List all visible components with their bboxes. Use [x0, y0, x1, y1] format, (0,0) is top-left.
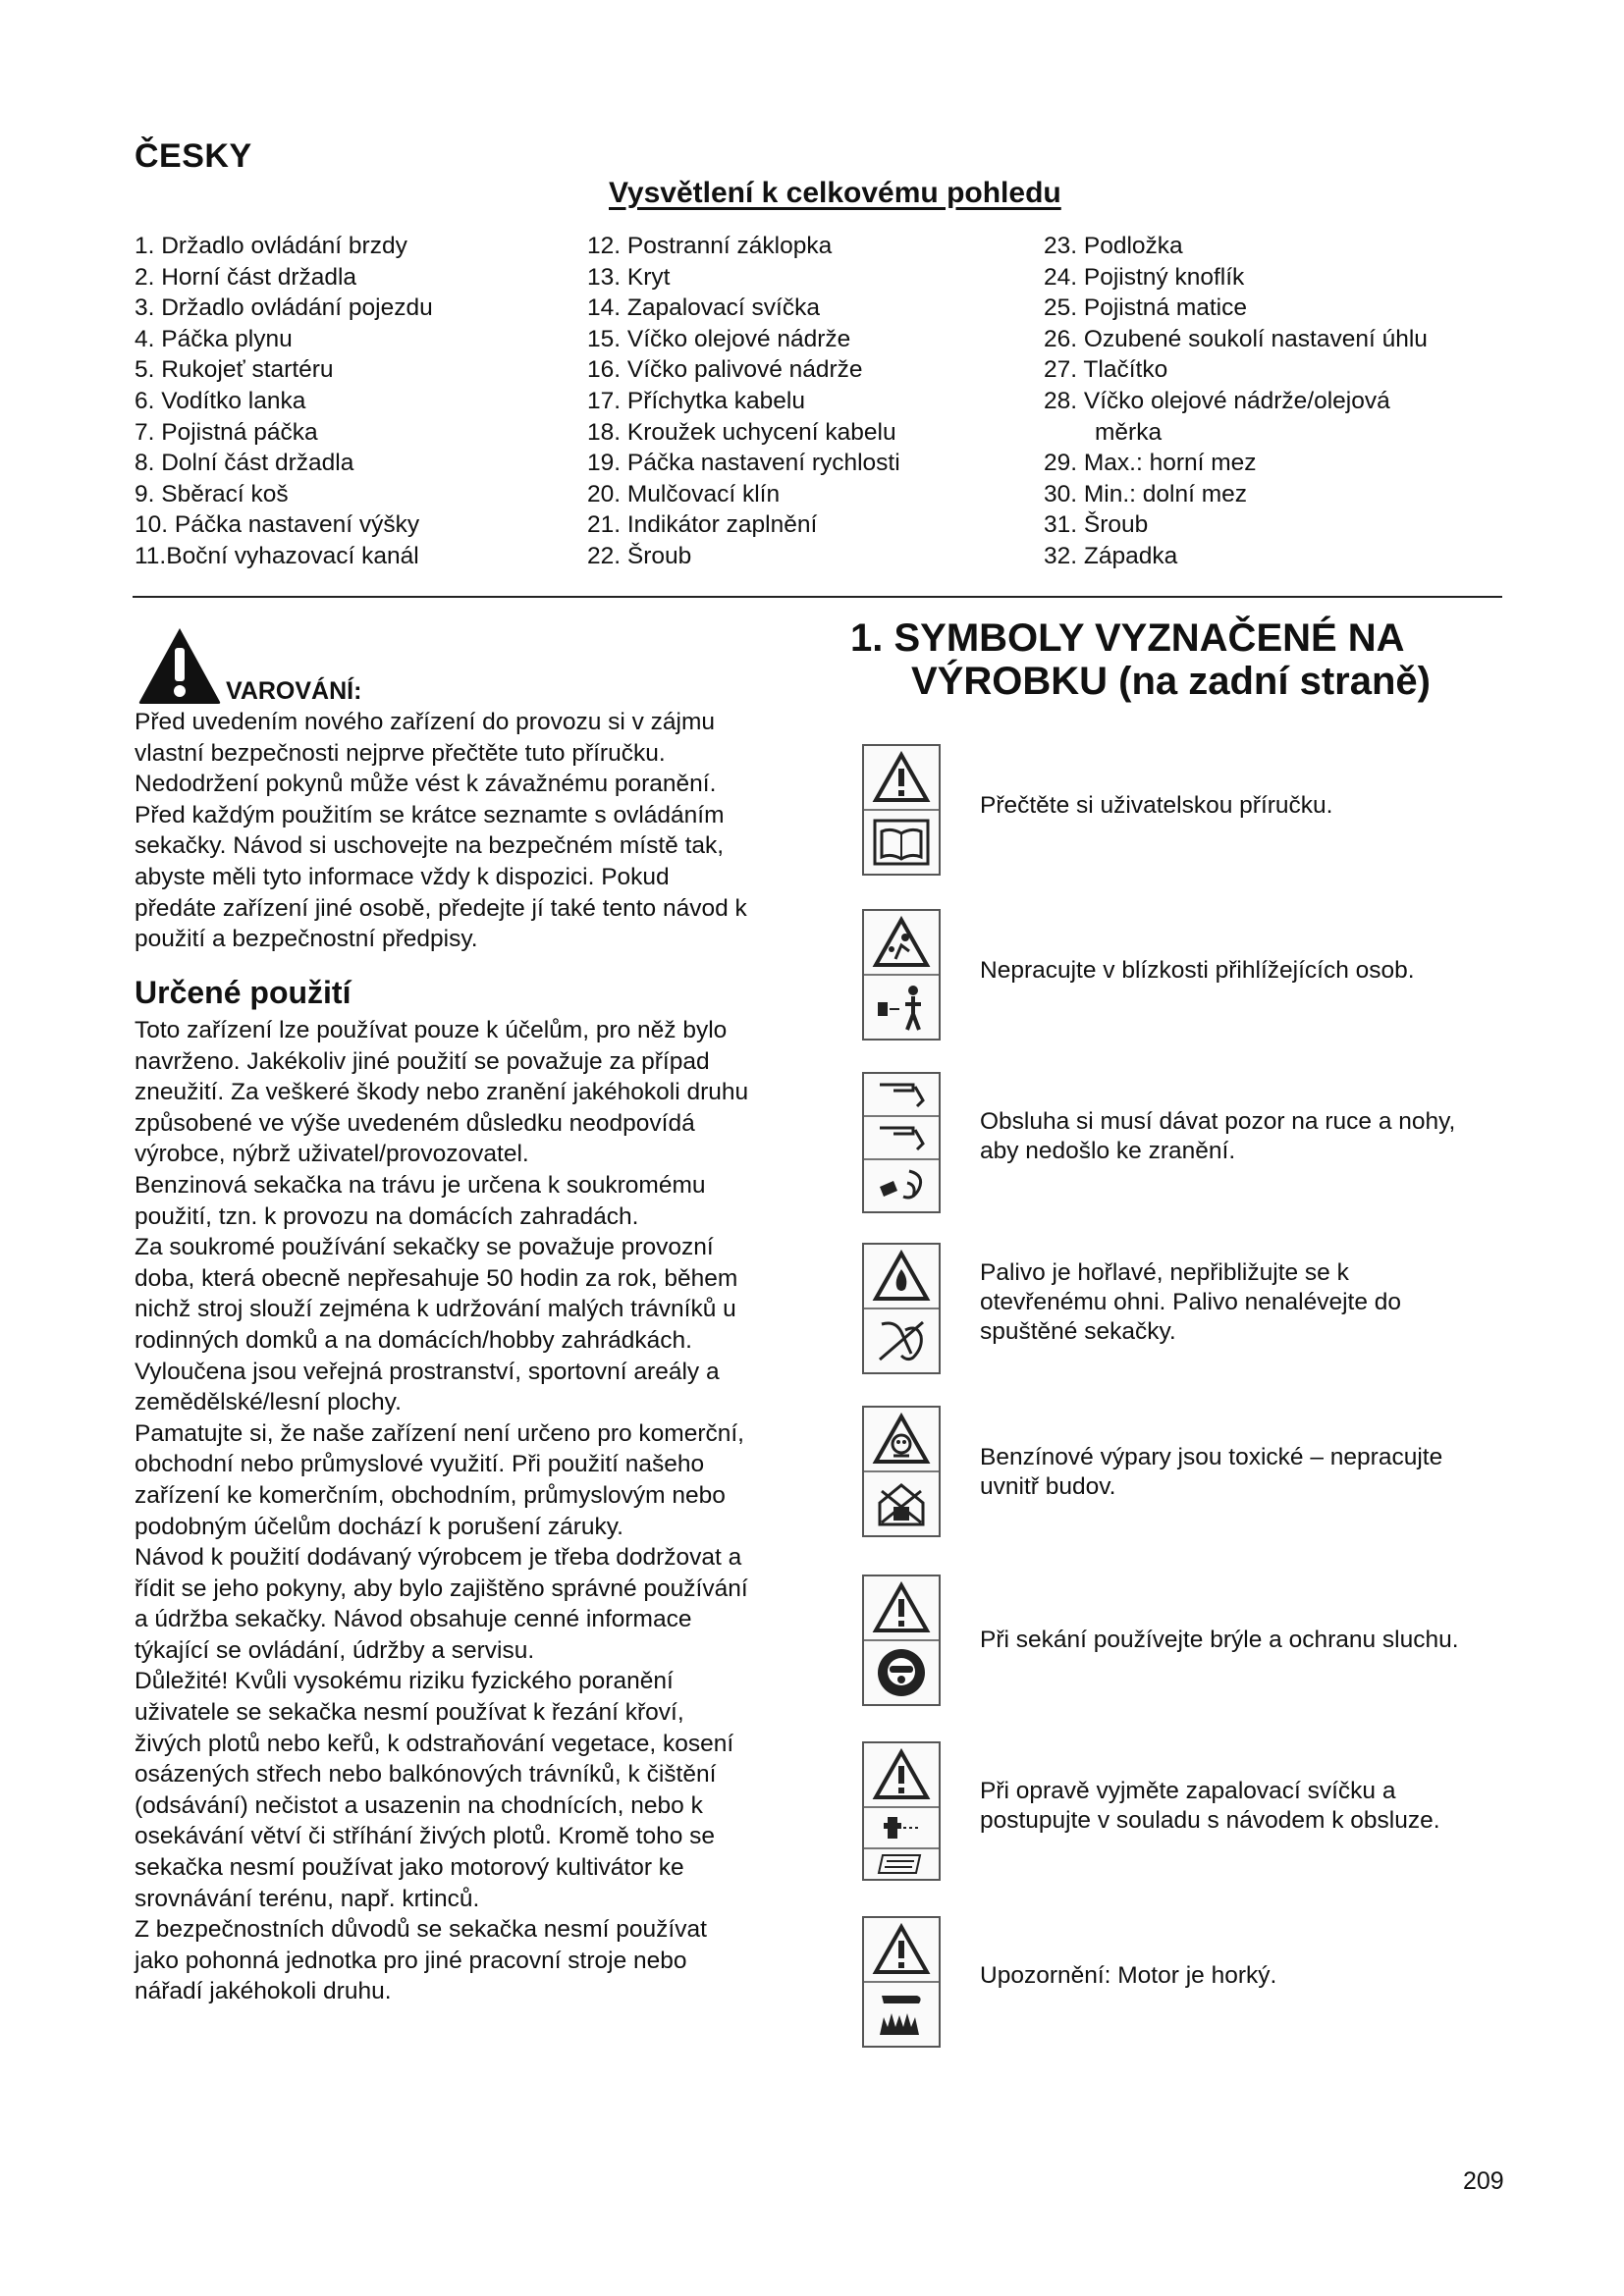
- legend-item: 29. Max.: horní mez: [1044, 450, 1257, 477]
- legend-item: 14. Zapalovací svíčka: [587, 294, 820, 322]
- text-line: výrobce, nýbrž uživatel/provozovatel.: [135, 1141, 529, 1168]
- legend-item: 5. Rukojeť startéru: [135, 356, 334, 384]
- text-line: postupujte v souladu s návodem k obsluze.: [980, 1807, 1440, 1834]
- legend-item: 21. Indikátor zaplnění: [587, 511, 818, 539]
- text-line: obchodní nebo průmyslové využití. Při použití našeho: [135, 1451, 705, 1478]
- legend-column-1: [135, 231, 433, 572]
- intended-use-text: [135, 1015, 797, 2007]
- legend-item: 12. Postranní záklopka: [587, 233, 833, 259]
- symbols-title-line: VÝROBKU (na zadní straně): [911, 660, 1431, 703]
- text-line: způsobené ve výše uvedeném důsledku neodpovídá: [135, 1109, 695, 1137]
- text-line: jako pohonná jednotka pro jiné pracovní stroje nebo: [135, 1947, 687, 1974]
- text-line: spuštěné sekačky.: [980, 1318, 1176, 1345]
- text-line: navrženo. Jakékoliv jiné použití se považuje za případ: [135, 1047, 710, 1075]
- legend-item: 24. Pojistný knoflík: [1044, 263, 1245, 291]
- text-line: Důležité! Kvůli vysokému riziku fyzického poranění: [135, 1668, 674, 1695]
- text-line: Upozornění: Motor je horký.: [980, 1962, 1277, 1989]
- legend-item: 26. Ozubené soukolí nastavení úhlu: [1044, 325, 1428, 352]
- symbols-title: [850, 616, 1431, 703]
- page-number: 209: [1463, 2167, 1504, 2195]
- legend-item: 17. Příchytka kabelu: [587, 387, 805, 414]
- legend-item: 9. Sběrací koš: [135, 480, 289, 507]
- text-line: vlastní bezpečnosti nejprve přečtěte tuto příručku.: [135, 739, 666, 767]
- text-line: Nedodržení pokynů může vést k závažnému poranění.: [135, 771, 717, 798]
- text-line: použití, tzn. k provozu na domácích zahradách.: [135, 1202, 639, 1230]
- text-line: uvnitř budov.: [980, 1473, 1116, 1500]
- symbol-description: [980, 1258, 1500, 1347]
- text-line: srovnávání terénu, např. krtinců.: [135, 1885, 480, 1912]
- text-line: Za soukromé používání sekačky se považuje provozní: [135, 1234, 714, 1261]
- legend-item: 18. Kroužek uchycení kabelu: [587, 418, 896, 446]
- text-line: osekávání větví či stříhání živých plotů. Kromě toho se: [135, 1823, 716, 1850]
- legend-item: 10. Páčka nastavení výšky: [135, 511, 420, 539]
- text-line: Palivo je hořlavé, nepřibližujte se k: [980, 1259, 1349, 1286]
- text-line: aby nedošlo ke zranění.: [980, 1138, 1236, 1164]
- text-line: Návod k použití dodávaný výrobcem je třeba dodržovat a: [135, 1544, 742, 1572]
- legend-item: 2. Horní část držadla: [135, 263, 357, 291]
- text-line: předáte zařízení jiné osobě, předejte jí také tento návod k: [135, 894, 747, 922]
- legend-item: 3. Držadlo ovládání pojezdu: [135, 294, 433, 322]
- legend-item: 20. Mulčovací klín: [587, 480, 781, 507]
- text-line: rodinných domků a na domácích/hobby zahrádkách.: [135, 1326, 692, 1354]
- text-line: Před každým použitím se krátce seznamte s ovládáním: [135, 801, 725, 828]
- text-line: osázených střech nebo balkónových trávníků, k čištění: [135, 1761, 717, 1789]
- text-line: abyste měli tyto informace vždy k dispozici. Pokud: [135, 863, 670, 890]
- hands-feet-icon: [862, 1072, 941, 1213]
- text-line: nichž stroj slouží zejména k udržování malých trávníků u: [135, 1296, 736, 1323]
- legend-column-2: [587, 231, 900, 572]
- text-line: Před uvedením nového zařízení do provozu si v zájmu: [135, 709, 716, 735]
- symbol-description: [980, 956, 1500, 986]
- warning-label: VAROVÁNÍ:: [226, 677, 362, 705]
- text-line: nářadí jakéhokoli druhu.: [135, 1978, 392, 2005]
- legend-item: 8. Dolní část držadla: [135, 450, 354, 477]
- legend-item: měrka: [1095, 418, 1163, 446]
- text-line: Přečtěte si uživatelskou příručku.: [980, 792, 1333, 819]
- text-line: Z bezpečnostních důvodů se sekačka nesmí používat: [135, 1916, 707, 1944]
- legend-item: 15. Víčko olejové nádrže: [587, 325, 851, 352]
- hot-engine-icon: [862, 1916, 941, 2048]
- text-line: zemědělské/lesní plochy.: [135, 1389, 402, 1416]
- read-manual-icon: [862, 744, 941, 876]
- text-line: sekačka nesmí používat jako motorový kultivátor ke: [135, 1854, 684, 1882]
- symbol-description: [980, 791, 1500, 821]
- text-line: Benzinová sekačka na trávu je určena k soukromému: [135, 1171, 706, 1199]
- text-line: doba, která obecně nepřesahuje 50 hodin za rok, během: [135, 1264, 738, 1292]
- legend-item: 19. Páčka nastavení rychlosti: [587, 450, 900, 477]
- text-line: řídit se jeho pokyny, aby bylo zajištěno správné používání: [135, 1575, 748, 1602]
- legend-title: Vysvětlení k celkovému pohledu: [609, 177, 1061, 209]
- text-line: podobným účelům dochází k porušení záruky.: [135, 1513, 623, 1540]
- text-line: Při sekání používejte brýle a ochranu sluchu.: [980, 1627, 1459, 1653]
- text-line: Vyloučena jsou veřejná prostranství, sportovní areály a: [135, 1358, 720, 1385]
- legend-item: 4. Páčka plynu: [135, 325, 293, 352]
- language-heading: ČESKY: [135, 137, 252, 175]
- spark-plug-icon: [862, 1741, 941, 1881]
- text-line: otevřenému ohni. Palivo nenalévejte do: [980, 1289, 1402, 1315]
- warning-triangle-icon: [137, 626, 222, 705]
- text-line: živých plotů nebo keřů, k odstraňování vegetace, kosení: [135, 1730, 734, 1757]
- symbol-description: [980, 1961, 1500, 1991]
- legend-item: 6. Vodítko lanka: [135, 387, 306, 414]
- warning-text: [135, 707, 797, 955]
- symbols-title-line: 1. SYMBOLY VYZNAČENÉ NA: [850, 616, 1405, 660]
- legend-item: 7. Pojistná páčka: [135, 418, 318, 446]
- symbol-description: [980, 1107, 1500, 1166]
- eye-ear-protection-icon: [862, 1575, 941, 1706]
- legend-item: 13. Kryt: [587, 263, 671, 291]
- text-line: Obsluha si musí dávat pozor na ruce a nohy,: [980, 1108, 1456, 1135]
- legend-item: 32. Západka: [1044, 542, 1178, 569]
- legend-item: 30. Min.: dolní mez: [1044, 480, 1247, 507]
- bystanders-icon: [862, 909, 941, 1041]
- legend-item: 11.Boční vyhazovací kanál: [135, 542, 419, 569]
- section-divider: [133, 596, 1502, 598]
- text-line: zařízení ke komerčním, obchodním, průmyslovým nebo: [135, 1481, 726, 1509]
- text-line: Při opravě vyjměte zapalovací svíčku a: [980, 1778, 1396, 1804]
- legend-item: 1. Držadlo ovládání brzdy: [135, 233, 407, 259]
- text-line: Benzínové výpary jsou toxické – nepracujte: [980, 1444, 1443, 1470]
- legend-item: 31. Šroub: [1044, 511, 1149, 539]
- symbol-description: [980, 1626, 1500, 1655]
- toxic-fumes-icon: [862, 1406, 941, 1537]
- legend-item: 25. Pojistná matice: [1044, 294, 1247, 322]
- flammable-fuel-icon: [862, 1243, 941, 1374]
- text-line: (odsávání) nečistot a usazenin na chodnících, nebo k: [135, 1791, 703, 1819]
- legend-item: 22. Šroub: [587, 542, 692, 569]
- symbol-description: [980, 1777, 1500, 1836]
- text-line: použití a bezpečnostní předpisy.: [135, 926, 478, 953]
- text-line: Toto zařízení lze používat pouze k účelům, pro něž bylo: [135, 1017, 728, 1043]
- legend-column-3: [1044, 231, 1428, 572]
- legend-item: 28. Víčko olejové nádrže/olejová: [1044, 387, 1390, 414]
- legend-item: 23. Podložka: [1044, 233, 1183, 259]
- text-line: Nepracujte v blízkosti přihlížejících osob.: [980, 957, 1415, 984]
- intended-use-heading: Určené použití: [135, 975, 352, 1010]
- legend-item: 27. Tlačítko: [1044, 356, 1168, 384]
- text-line: sekačky. Návod si uschovejte na bezpečném místě tak,: [135, 832, 725, 860]
- text-line: uživatele se sekačka nesmí používat k řezání křoví,: [135, 1699, 684, 1727]
- text-line: týkající se ovládání, údržby a servisu.: [135, 1636, 535, 1664]
- symbol-description: [980, 1443, 1500, 1502]
- text-line: Pamatujte si, že naše zařízení není určeno pro komerční,: [135, 1419, 744, 1447]
- text-line: zneužití. Za veškeré škody nebo zranění jakéhokoli druhu: [135, 1079, 749, 1106]
- legend-item: 16. Víčko palivové nádrže: [587, 356, 863, 384]
- text-line: a údržba sekačky. Návod obsahuje cenné informace: [135, 1606, 692, 1633]
